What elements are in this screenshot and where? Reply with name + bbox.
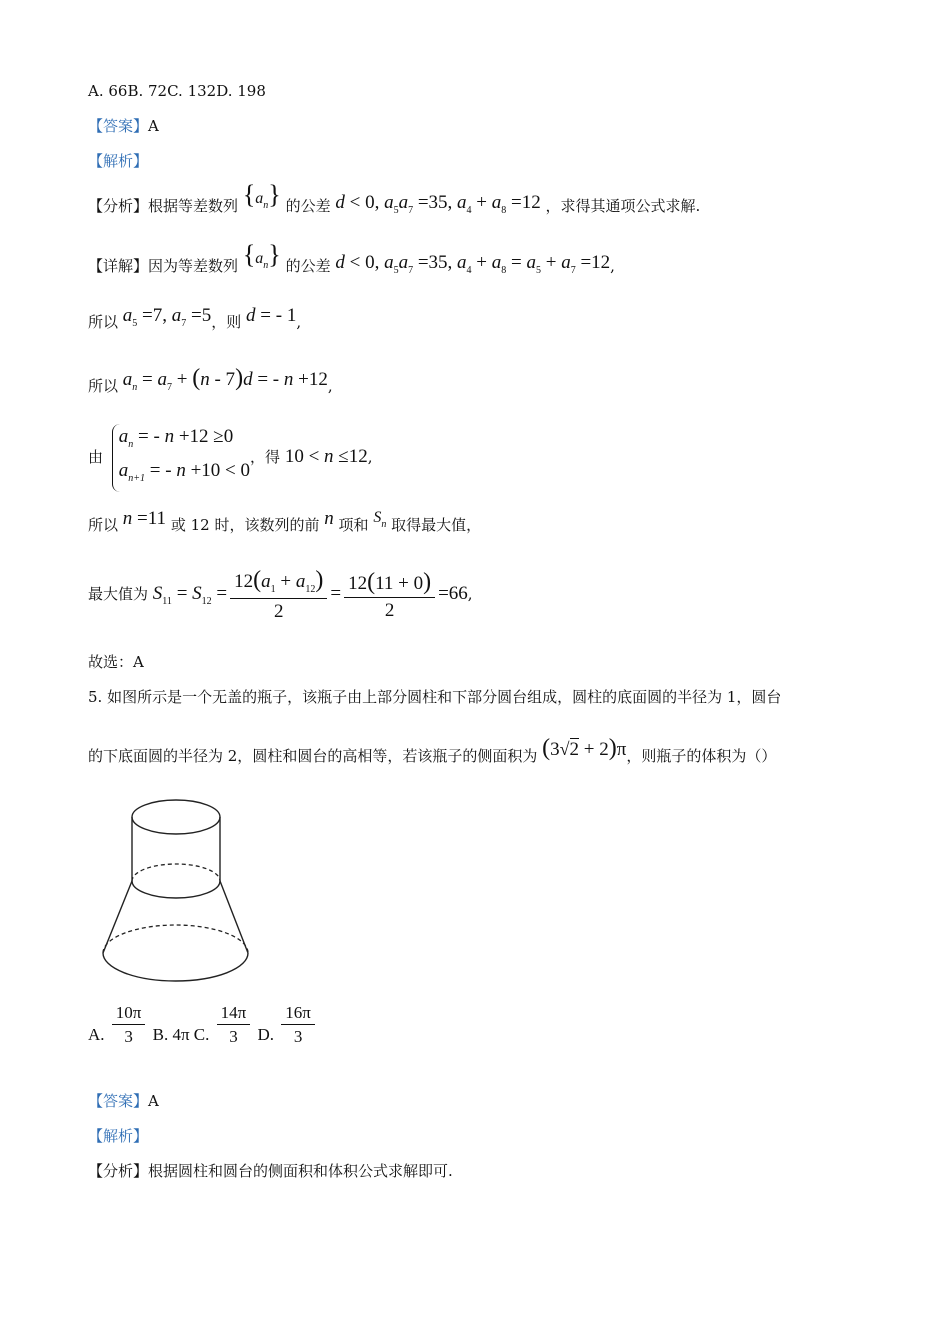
suoyi: 所以 [88, 313, 119, 331]
q4-answer-line [88, 119, 159, 134]
opt-c-den: 3 [229, 1027, 238, 1046]
opt-a-label: A. [88, 1025, 105, 1044]
q4-options: A. 66B. 72C. 132D. 198 [88, 82, 266, 100]
q4-fenxi-line [88, 180, 701, 219]
opt-a-num: 10π [112, 1004, 146, 1025]
q4-analysis-tag: 【解析】 [88, 152, 149, 170]
ze: ，则 [211, 313, 242, 331]
de: ，得 [250, 448, 281, 466]
q4-line-n11 [88, 508, 482, 538]
xiangjie-tag: 【详解】 [88, 257, 149, 275]
q4-line-a5a7: 所以 $a_5 =7$, $a_7 =5$，则 d = - 1, [88, 305, 302, 331]
opt-c-label: C. [193, 1025, 210, 1044]
math-an: $\{a_n\}$ [242, 180, 281, 211]
q5-fenxi-line [88, 1164, 453, 1179]
cylinder-bottom-back [132, 864, 220, 881]
fenxi-tag: 【分析】 [88, 197, 149, 215]
opt-d-label: D. [257, 1025, 275, 1044]
q5-stem-1: 5. 如图所示是一个无盖的瓶子，该瓶子由上部分圆柱和下部分圆台组成，圆柱的底面圆的半径为 1，圆台 [88, 688, 782, 706]
answer-value: A [148, 117, 159, 135]
math-lateral-area: (3√2 + 2)π [542, 735, 627, 761]
math-an: $\{a_n\}$ [242, 240, 281, 271]
math-range: 10 < n ≤12 [284, 446, 368, 467]
math-d: d = - 1 [246, 305, 297, 326]
xianghe: 项和 [338, 516, 369, 534]
answer-tag: 【答案】 [88, 1092, 149, 1110]
opt-a-den: 3 [124, 1027, 133, 1046]
suoyi: 所以 [88, 377, 119, 395]
opt-d-frac [281, 1004, 315, 1045]
xiangjie-text: 的公差 [285, 257, 331, 275]
math-sn: $S_n$ [373, 509, 387, 530]
max-text: 取得最大值， [391, 516, 482, 534]
frustum-bottom-front [103, 953, 248, 981]
q4-line-max: 最大值为 $S_{11} = S_{12}$ = $\frac{12(a_1 + a_{12})}{2}$ = $\frac{12(11 + 0)}{2}$ =66, [88, 567, 473, 622]
q5-analysis-tag: 【解析】 [88, 1127, 149, 1145]
opt-c-frac [217, 1004, 251, 1045]
answer-tag: 【答案】 [88, 117, 149, 135]
math-condition-2: d < 0, $a_5a_7 =35$, $a_4 + a_8 = a_5 + a_7 =12$ [335, 252, 611, 276]
you: 由 [88, 448, 104, 466]
frustum-bottom-back [103, 925, 248, 953]
fenxi-text: 的公差 [285, 197, 331, 215]
math-n: n [324, 508, 334, 529]
math-condition: d < 0, $a_5a_7 =35$, $a_4 + a_8 =12$ [335, 192, 541, 216]
q5-stem-2 [88, 735, 777, 766]
math-a5a7: $a_5 =7$, $a_7 =5$ [122, 305, 212, 329]
q5-answer-line [88, 1094, 159, 1109]
fenxi-text: ，求得其通项公式求解. [545, 197, 701, 215]
math-an-formula: $a_n = a_7 + (n - 7)d$ = - n +12 [122, 365, 328, 393]
answer-value: A [148, 1092, 159, 1110]
opt-c-num: 14π [217, 1004, 251, 1025]
fenxi-text: 根据圆柱和圆台的侧面积和体积公式求解即可. [148, 1162, 453, 1180]
bottle-figure [98, 795, 256, 995]
max-label: 最大值为 [88, 584, 149, 603]
opt-b: B. 4π [152, 1025, 190, 1044]
q4-line-system: 由 $a_n$ = - n +12 ≥0 $a_{n+1}$ = - n +10 < 0 ，得 10 < n ≤12, [88, 424, 373, 492]
opt-a-frac [112, 1004, 146, 1045]
opt-d-num: 16π [281, 1004, 315, 1025]
stem-text: 的下底面圆的半径为 2，圆柱和圆台的高相等，若该瓶子的侧面积为 [88, 747, 538, 765]
q4-line-an: 所以 $a_n = a_7 + (n - 7)d$ = - n +12, [88, 365, 333, 395]
math-system: $a_n$ = - n +12 ≥0 $a_{n+1}$ = - n +10 < 0 [112, 424, 250, 492]
xiangjie-text: 因为等差数列 [148, 257, 239, 275]
math-max: $S_{11} = S_{12}$ = $\frac{12(a_1 + a_{12})}{2}$ = $\frac{12(11 + 0)}{2}$ =66 [152, 567, 468, 622]
q4-guxuan: 故选：A [88, 653, 144, 671]
q4-xiangjie-line: 【详解】因为等差数列 $\{a_n\}$ 的公差 d < 0, $a_5a_7 =35$, $a_4 + a_8 = a_5 + a_7 =12$, [88, 240, 615, 276]
cylinder-top-ellipse [132, 800, 220, 834]
fenxi-text: 根据等差数列 [148, 197, 239, 215]
opt-d-den: 3 [293, 1027, 303, 1046]
fenxi-tag: 【分析】 [88, 1162, 149, 1180]
huo: 或 12 时，该数列的前 [170, 516, 320, 534]
frustum-left-side [103, 881, 132, 953]
suoyi: 所以 [88, 516, 119, 534]
frustum-right-side [220, 881, 248, 953]
cylinder-bottom-front [132, 881, 220, 898]
math-n11: n =11 [122, 508, 167, 529]
q5-options [88, 1004, 318, 1045]
stem-text: ，则瓶子的体积为（） [626, 747, 777, 765]
